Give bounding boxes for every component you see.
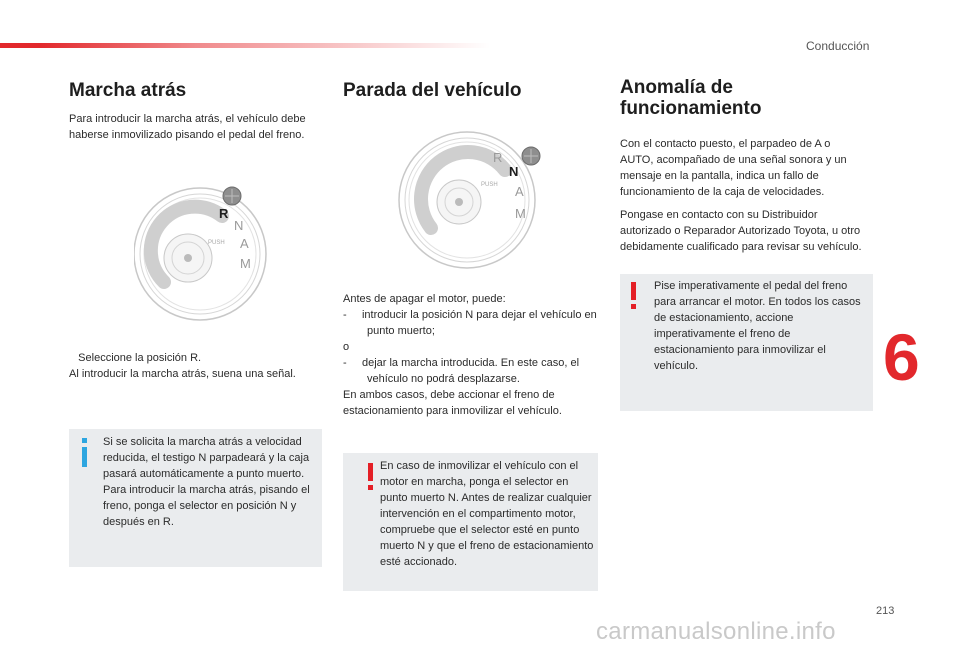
dial-letter-r: R: [493, 150, 503, 165]
warning-icon: [631, 282, 636, 300]
header-accent-bar: [0, 43, 490, 48]
stop-or: o: [343, 341, 350, 353]
dial-letter-m: M: [240, 256, 251, 271]
gear-selector-dial-neutral: [397, 124, 545, 274]
dial-letter-r: R: [219, 206, 229, 221]
dial-push-label: PUSH: [208, 240, 225, 246]
heading-malfunction: Anomalía de funcionamiento: [620, 77, 762, 119]
section-title: Conducción: [806, 39, 870, 53]
stop-option-2: - dejar la marcha introducida. En este caso, el vehículo no podrá desplazarse.: [343, 357, 580, 385]
warning-icon: [368, 463, 373, 481]
dial-letter-a: A: [515, 184, 524, 199]
warning-box-stop: [343, 453, 598, 591]
dial-push-label: PUSH: [481, 182, 498, 188]
dial-letter-a: A: [240, 236, 249, 251]
gear-selector-dial-reverse: [134, 182, 270, 330]
dial-letter-m: M: [515, 206, 526, 221]
page-number: 213: [876, 605, 895, 617]
dial-letter-n: N: [234, 218, 244, 233]
info-icon: [82, 447, 87, 467]
reverse-step-note: Al introducir la marcha atrás, suena una señal.: [69, 368, 296, 380]
reverse-step-text: Seleccione la posición R.: [78, 352, 202, 364]
warning-box-stop-text: En caso de inmovilizar el vehículo con el motor en marcha, ponga el selector en punto muerto N. Antes de realizar cualquier intervención en el compartimento motor, compruebe que el selector esté en punto muerto N y que el freno de estacionamiento esté accionado.: [380, 460, 594, 568]
reverse-intro-text: Para introducir la marcha atrás, el vehículo debe haberse inmovilizado pisando el pedal del freno.: [69, 113, 306, 141]
warning-box-malfunction: [620, 274, 873, 411]
stop-tail: En ambos casos, debe accionar el freno de estacionamiento para inmovilizar el vehículo.: [343, 389, 562, 417]
heading-vehicle-stop: Parada del vehículo: [343, 80, 522, 101]
malfunction-text-1: Con el contacto puesto, el parpadeo de A o AUTO, acompañado de una señal sonora y un mensaje en la pantalla, indica un fallo de funcionamiento de la caja de velocidades.: [620, 138, 847, 198]
info-box-reverse: [69, 429, 322, 567]
info-box-reverse-text: Si se solicita la marcha atrás a velocidad reducida, el testigo N parpadeará y la caja pasará automáticamente a punto muerto. Para introducir la marcha atrás, pisando el freno, ponga el selector en posición N y después en R.: [103, 436, 310, 528]
stop-instructions: [343, 291, 598, 419]
chapter-number: 6: [883, 320, 920, 394]
heading-reverse-gear: Marcha atrás: [69, 80, 187, 101]
malfunction-text-2: Pongase en contacto con su Distribuidor autorizado o Reparador Autorizado Toyota, u otro debidamente cualificado para revisar su vehículo.: [620, 209, 862, 253]
stop-option-1: - introducir la posición N para dejar el vehículo en punto muerto;: [343, 309, 597, 337]
reverse-step: [69, 350, 329, 382]
warning-box-malfunction-text: Pise imperativamente el pedal del freno para arrancar el motor. En todos los casos de estacionamiento, accione imperativamente el freno de estacionamiento para inmovilizar el vehículo.: [654, 280, 861, 372]
stop-lead: Antes de apagar el motor, puede:: [343, 293, 506, 305]
watermark-text: carmanualsonline.info: [596, 618, 836, 645]
dial-letter-n: N: [509, 164, 519, 179]
